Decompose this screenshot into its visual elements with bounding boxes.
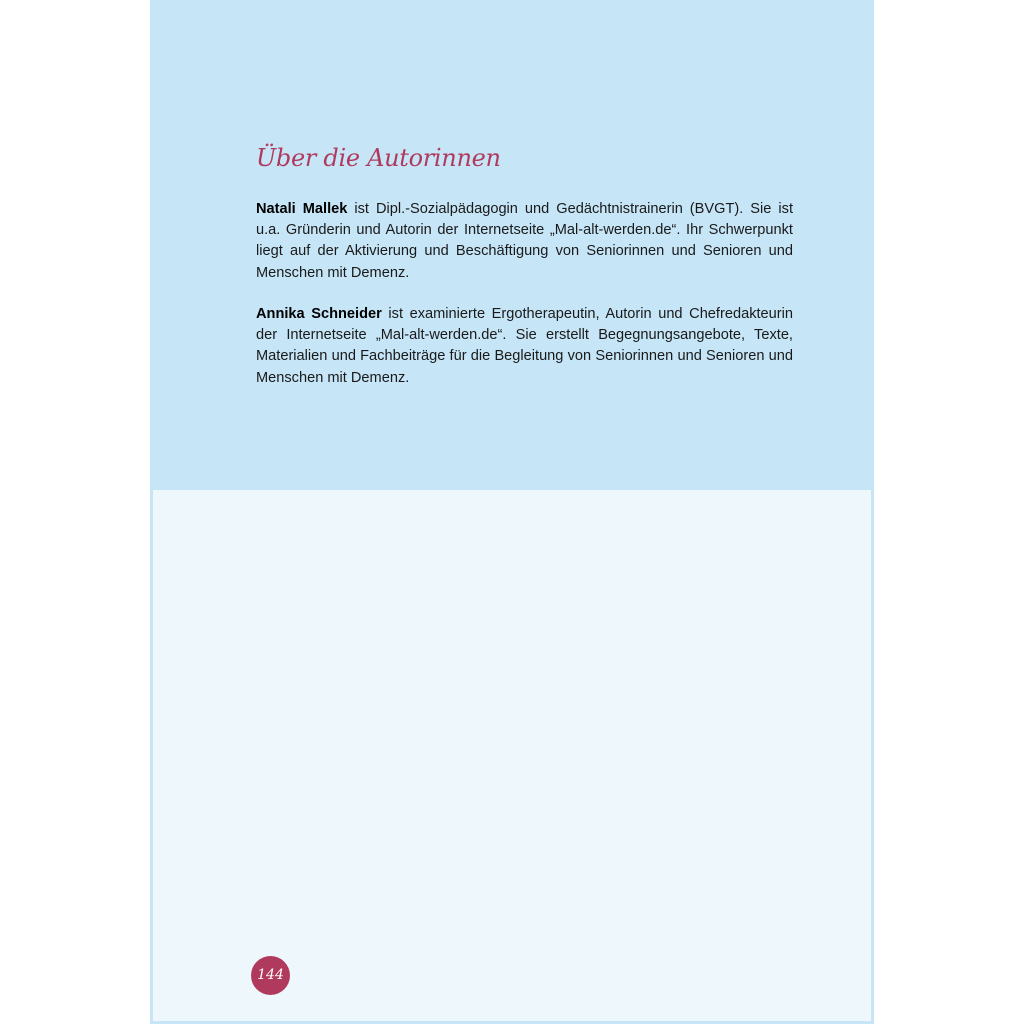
author-bio-text-2: ist examinierte Ergotherapeutin, Autorin und Chefredakteurin der Internetseite „Mal-alt-werden.de“. Sie erstellt Begegnungsangebote, Texte, Materialien und Fachbeiträge für die Begleitung von Seniorinnen und Senioren und Menschen mit Demenz. xyxy=(256,306,793,386)
author-name-2: Annika Schneider xyxy=(256,306,382,322)
section-heading: Über die Autorinnen xyxy=(256,144,501,172)
author-name-1: Natali Mallek xyxy=(256,201,348,217)
empty-lower-panel xyxy=(153,490,871,1021)
page-number-badge: 144 xyxy=(251,956,290,995)
author-bio-2 xyxy=(256,304,793,389)
author-bio-text-1: ist Dipl.-Sozialpädagogin und Gedächtnistrainerin (BVGT). Sie ist u.a. Gründerin und Autorin der Internetseite „Mal-alt-werden.de“. Ihr Schwerpunkt liegt auf der Aktivierung und Beschäftigung von Seniorinnen und Senioren und Menschen mit Demenz. xyxy=(256,201,793,281)
author-bio-1 xyxy=(256,199,793,284)
